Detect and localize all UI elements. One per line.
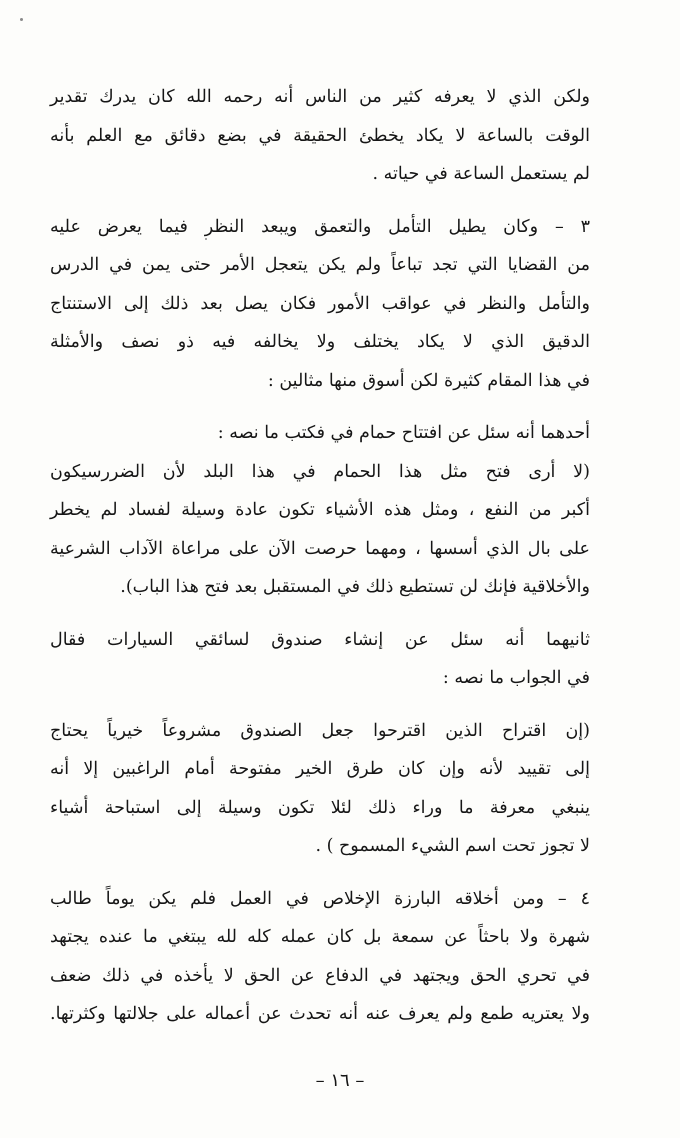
text-line: (لا أرى فتح مثل هذا الحمام في هذا البلد لأن الضررسيكون xyxy=(50,461,590,482)
text-line: والتأمل والنظر في عواقب الأمور فكان يصل بعد ذلك إلى الاستنتاج xyxy=(50,293,590,314)
text-line: لم يستعمل الساعة في حياته . xyxy=(372,164,590,184)
text-line: لا تجوز تحت اسم الشيء المسموح ) . xyxy=(315,836,590,856)
quote-first-answer xyxy=(50,453,590,607)
paragraph-example-1 xyxy=(50,414,590,453)
text-line: أحدهما أنه سئل عن افتتاح حمام في فكتب ما نصه : xyxy=(217,423,590,443)
text-line: ولكن الذي لا يعرفه كثير من الناس أنه رحمه الله كان يدرك تقدير xyxy=(50,87,590,107)
text-line: شهرة ولا باحثاً عن سمعة بل كان عمله كله لله يبتغي ما عنده يجتهد xyxy=(50,927,590,947)
text-line: أكبر من النفع ، ومثل هذه الأشياء تكون عادة وسيلة لفساد لم يخطر xyxy=(50,500,590,520)
text-line: ثانيهما أنه سئل عن إنشاء صندوق لسائقي السيارات فقال xyxy=(50,629,590,650)
text-line: (إن اقتراح الذين اقترحوا جعل الصندوق مشروعاً خيرياً يحتاج xyxy=(50,720,590,741)
body-text xyxy=(50,78,590,1034)
text-line: الوقت بالساعة لا يكاد يخطئ الحقيقة في بضع دقائق مع العلم بأنه xyxy=(50,125,590,146)
text-line: في الجواب ما نصه : xyxy=(442,668,590,688)
text-line: في تحري الحق ويجتهد في الدفاع عن الحق لا يأخذه في ذلك ضعف xyxy=(50,965,590,986)
text-line: ولا يعتريه طمع ولم يعرف عنه أنه تحدث عن أعماله على جلالتها وكثرتها. xyxy=(50,1004,590,1024)
quote-second-answer xyxy=(50,712,590,866)
page-number: – ١٦ – xyxy=(315,1070,365,1091)
paragraph-point-3 xyxy=(50,208,590,401)
text-line: ٤ – ومن أخلاقه البارزة الإخلاص في العمل فلم يكن يوماً طالب xyxy=(50,888,590,909)
text-line: والأخلاقية فإنك لن تستطيع ذلك في المستقبل بعد فتح هذا الباب). xyxy=(120,577,590,597)
text-line: في هذا المقام كثيرة لكن أسوق منها مثالين : xyxy=(267,370,590,391)
paragraph-example-2 xyxy=(50,621,590,698)
text-line: الدقيق الذي لا يكاد يختلف ولا يخالفه فيه ذو نصف والأمثلة xyxy=(50,332,590,352)
scan-speck xyxy=(205,238,207,240)
text-line: على بال الذي أسسها ، ومهما حرصت الآن على مراعاة الآداب الشرعية xyxy=(50,538,590,559)
text-line: من القضايا التي تجد تباعاً ولم يكن يتعجل الأمر حتى يمن في الدرس xyxy=(50,255,590,275)
paragraph-intro xyxy=(50,78,590,194)
paragraph-point-4 xyxy=(50,880,590,1034)
text-line: ينبغي معرفة ما وراء ذلك لئلا تكون وسيلة إلى استباحة أشياء xyxy=(50,797,590,818)
text-line: ٣ – وكان يطيل التأمل والتعمق ويبعد النظر فيما يعرض عليه xyxy=(50,216,590,237)
text-line: إلى تقييد لأنه وإن كان طرق الخير مفتوحة أمام الراغبين إلا أنه xyxy=(50,759,590,779)
scan-speck xyxy=(20,18,23,21)
